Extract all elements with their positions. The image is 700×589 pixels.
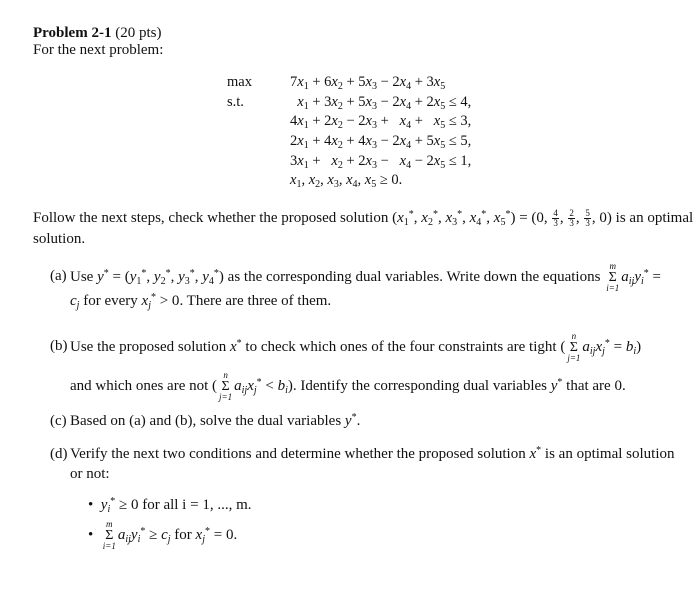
constraint-4: $3x_1 + x_2 + 2x_3 - x_4 - 2x_5 \le 1$, (290, 152, 472, 171)
instructions-line-1: Follow the next steps, check whether the proposed solution ($x_1^*$, $x_2^*$, $x_3^*$, $x_4^*$, $x_5^*) = (0$, $\frac{4}{3}$ , $\frac{2}{3}$ , $\frac{5}{3}$ , 0) is an optimal (33, 208, 694, 228)
part-a-line-1: Use $y^* = (y_1^*$, $y_2^*$, $y_3^*$, $y_4^*$) as the corresponding dual variables. Write down the equations m Σ i=1 $a_{ij}y_i^*$ = (70, 261, 661, 293)
problem-title: Problem 2-1 (33, 25, 112, 41)
part-d-line-1: Verify the next two conditions and determine whether the proposed solution x* is an optimal solution (70, 445, 675, 462)
part-b-line-1: Use the proposed solution x* to check which ones of the four constraints are tight ( n Σ j=1 $a_{ij}x_j^* = b_i$) (70, 331, 642, 363)
constraint-3: $2x_1 + 4x_2 + 4x_3 - 2x_4 + 5x_5 \le 5$, (290, 133, 472, 152)
part-b-label: (b) (50, 338, 68, 354)
objective-function: $7x_1 + 6x_2 + 5x_3 - 2x_4 + 3x_5$ (290, 74, 446, 93)
constraint-1: $x_1 + 3x_2 + 5x_3 - 2x_4 + 2x_5 \le 4$, (297, 93, 472, 112)
max-label: max (227, 74, 252, 91)
lp-formulation (227, 73, 471, 191)
constraint-2: $4x_1 + 2x_2 - 2x_3 + x_4 + x_5 \le 3$, (290, 113, 472, 132)
part-b-line-2: and which ones are not ( n Σ j=1 $a_{ij}x_j^* < b_i$). Identify the corresponding dual variables y* that are 0. (70, 370, 626, 402)
problem-header (33, 26, 161, 41)
bullet-1: • $y_i^* \ge 0$ for all i = 1, ..., m. (88, 496, 252, 515)
instructions-line-2: solution. (33, 231, 86, 247)
part-d-label: (d) (50, 446, 68, 462)
bullet-2: • m Σ i=1 $a_{ij}y_i^* \ge c_j$ for $x_j^* = 0$. (88, 519, 238, 551)
part-a-line-2: $c_j$ for every $x_j^* > 0$. There are three of them. (70, 292, 332, 311)
problem-subtitle: For the next problem: (33, 42, 164, 58)
part-c-label: (c) (50, 413, 67, 429)
nonnegativity-constraint: $x_1$, $x_2$, $x_3$, $x_4$, $x_5 \ge 0$. (290, 172, 403, 191)
part-d-line-2: or not: (70, 466, 110, 482)
part-c-text: Based on (a) and (b), solve the dual variables y*. (70, 412, 361, 429)
st-label: s.t. (227, 93, 244, 110)
problem-points: (20 pts) (115, 25, 162, 41)
part-a-label: (a) (50, 268, 67, 284)
